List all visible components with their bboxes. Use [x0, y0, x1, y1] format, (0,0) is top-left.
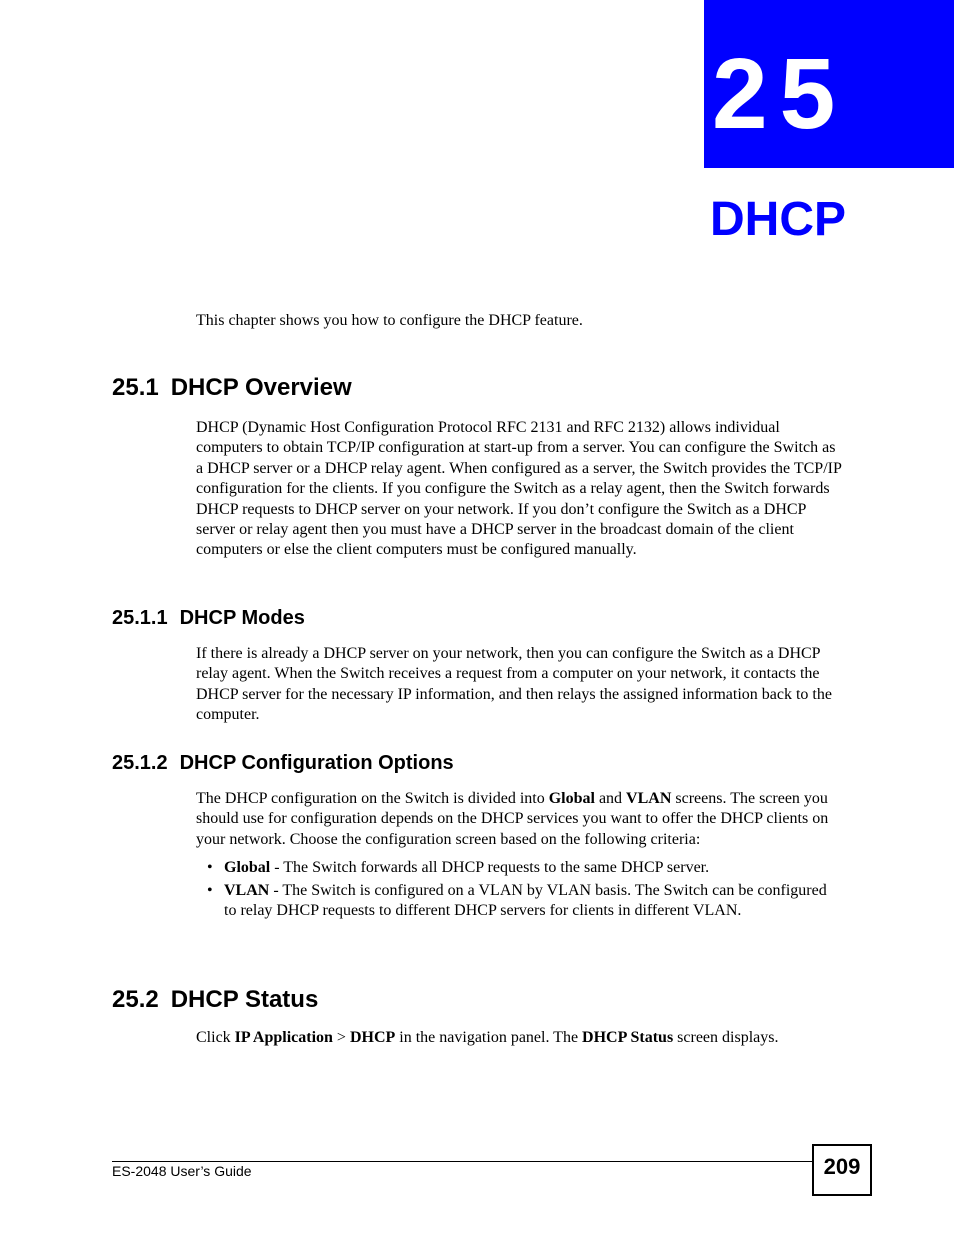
- section-title: DHCP Status: [170, 986, 319, 1013]
- section-heading-dhcp-overview: [112, 374, 352, 402]
- list-item-text: - The Switch forwards all DHCP requests to the same DHCP server.: [270, 859, 710, 876]
- section-number: 25.1.1: [112, 607, 168, 629]
- section-heading-dhcp-modes: [112, 606, 305, 630]
- section-body-dhcp-overview: DHCP (Dynamic Host Configuration Protocol RFC 2131 and RFC 2132) allows individual computers to obtain TCP/IP configuration at start-up from a server. You can configure the Switch as a DHCP server or a DHCP relay agent. When configured as a server, the Switch provides the TCP/IP configuration for the clients. If you configure the Switch as a relay agent, then the Switch forwards DHCP requests to DHCP server on your network. If you don’t configure the Switch as a DHCP server or relay agent then you must have a DHCP server in the broadcast domain of the client computers or else the client computers must be configured manually.: [196, 419, 842, 559]
- page-number: 209: [823, 1154, 861, 1179]
- list-item-global: [196, 858, 836, 878]
- configuration-options-list: [196, 858, 836, 924]
- menu-path-dhcp: DHCP: [349, 1029, 396, 1046]
- list-item-vlan: [196, 881, 836, 922]
- section-number: 25.2: [112, 986, 159, 1013]
- chapter-number-box: [704, 0, 954, 168]
- section-body-dhcp-status: [196, 1028, 844, 1048]
- text-run: >: [332, 1029, 350, 1046]
- text-run: in the navigation panel. The: [395, 1029, 583, 1046]
- list-item-text: - The Switch is configured on a VLAN by VLAN basis. The Switch can be configured to relay DHCP requests to different DHCP servers for clients in different VLAN.: [224, 882, 827, 920]
- section-title: DHCP Configuration Options: [179, 752, 454, 774]
- screen-name-dhcp-status: DHCP Status: [582, 1029, 674, 1046]
- page-number-box: [812, 1144, 872, 1196]
- term-global: Global: [548, 790, 595, 807]
- section-number: 25.1: [112, 374, 159, 401]
- chapter-intro: This chapter shows you how to configure the DHCP feature.: [196, 312, 583, 329]
- section-title: DHCP Modes: [179, 607, 305, 629]
- section-number: 25.1.2: [112, 752, 168, 774]
- bullet-icon: •: [207, 859, 213, 876]
- text-run: The DHCP configuration on the Switch is divided into: [196, 790, 549, 807]
- section-title: DHCP Overview: [170, 374, 352, 401]
- section-body-dhcp-configuration-options: [196, 789, 844, 850]
- text-run: Click: [196, 1029, 235, 1046]
- term-vlan: VLAN: [626, 790, 672, 807]
- text-run: screen displays.: [673, 1029, 779, 1046]
- chapter-number: 25: [712, 38, 848, 150]
- list-item-term: VLAN: [224, 882, 270, 899]
- list-item-term: Global: [224, 859, 271, 876]
- section-heading-dhcp-status: [112, 986, 318, 1014]
- section-heading-dhcp-configuration-options: [112, 751, 454, 775]
- text-run: and: [594, 790, 627, 807]
- bullet-icon: •: [207, 882, 213, 899]
- footer-guide-title: ES-2048 User’s Guide: [112, 1163, 252, 1179]
- text-run: screens. The screen you should use for configuration depends on the DHCP services you want to offer the DHCP clients on your network. Choose the configuration screen based on the following criteria:: [196, 790, 829, 848]
- section-body-dhcp-modes: If there is already a DHCP server on your network, then you can configure the Switch as a DHCP relay agent. When the Switch receives a request from a computer on your network, it contacts the DHCP server for the necessary IP information, and then relays the assigned information back to the computer.: [196, 645, 832, 724]
- menu-path-ip-application: IP Application: [234, 1029, 333, 1046]
- chapter-title: DHCP: [710, 193, 847, 246]
